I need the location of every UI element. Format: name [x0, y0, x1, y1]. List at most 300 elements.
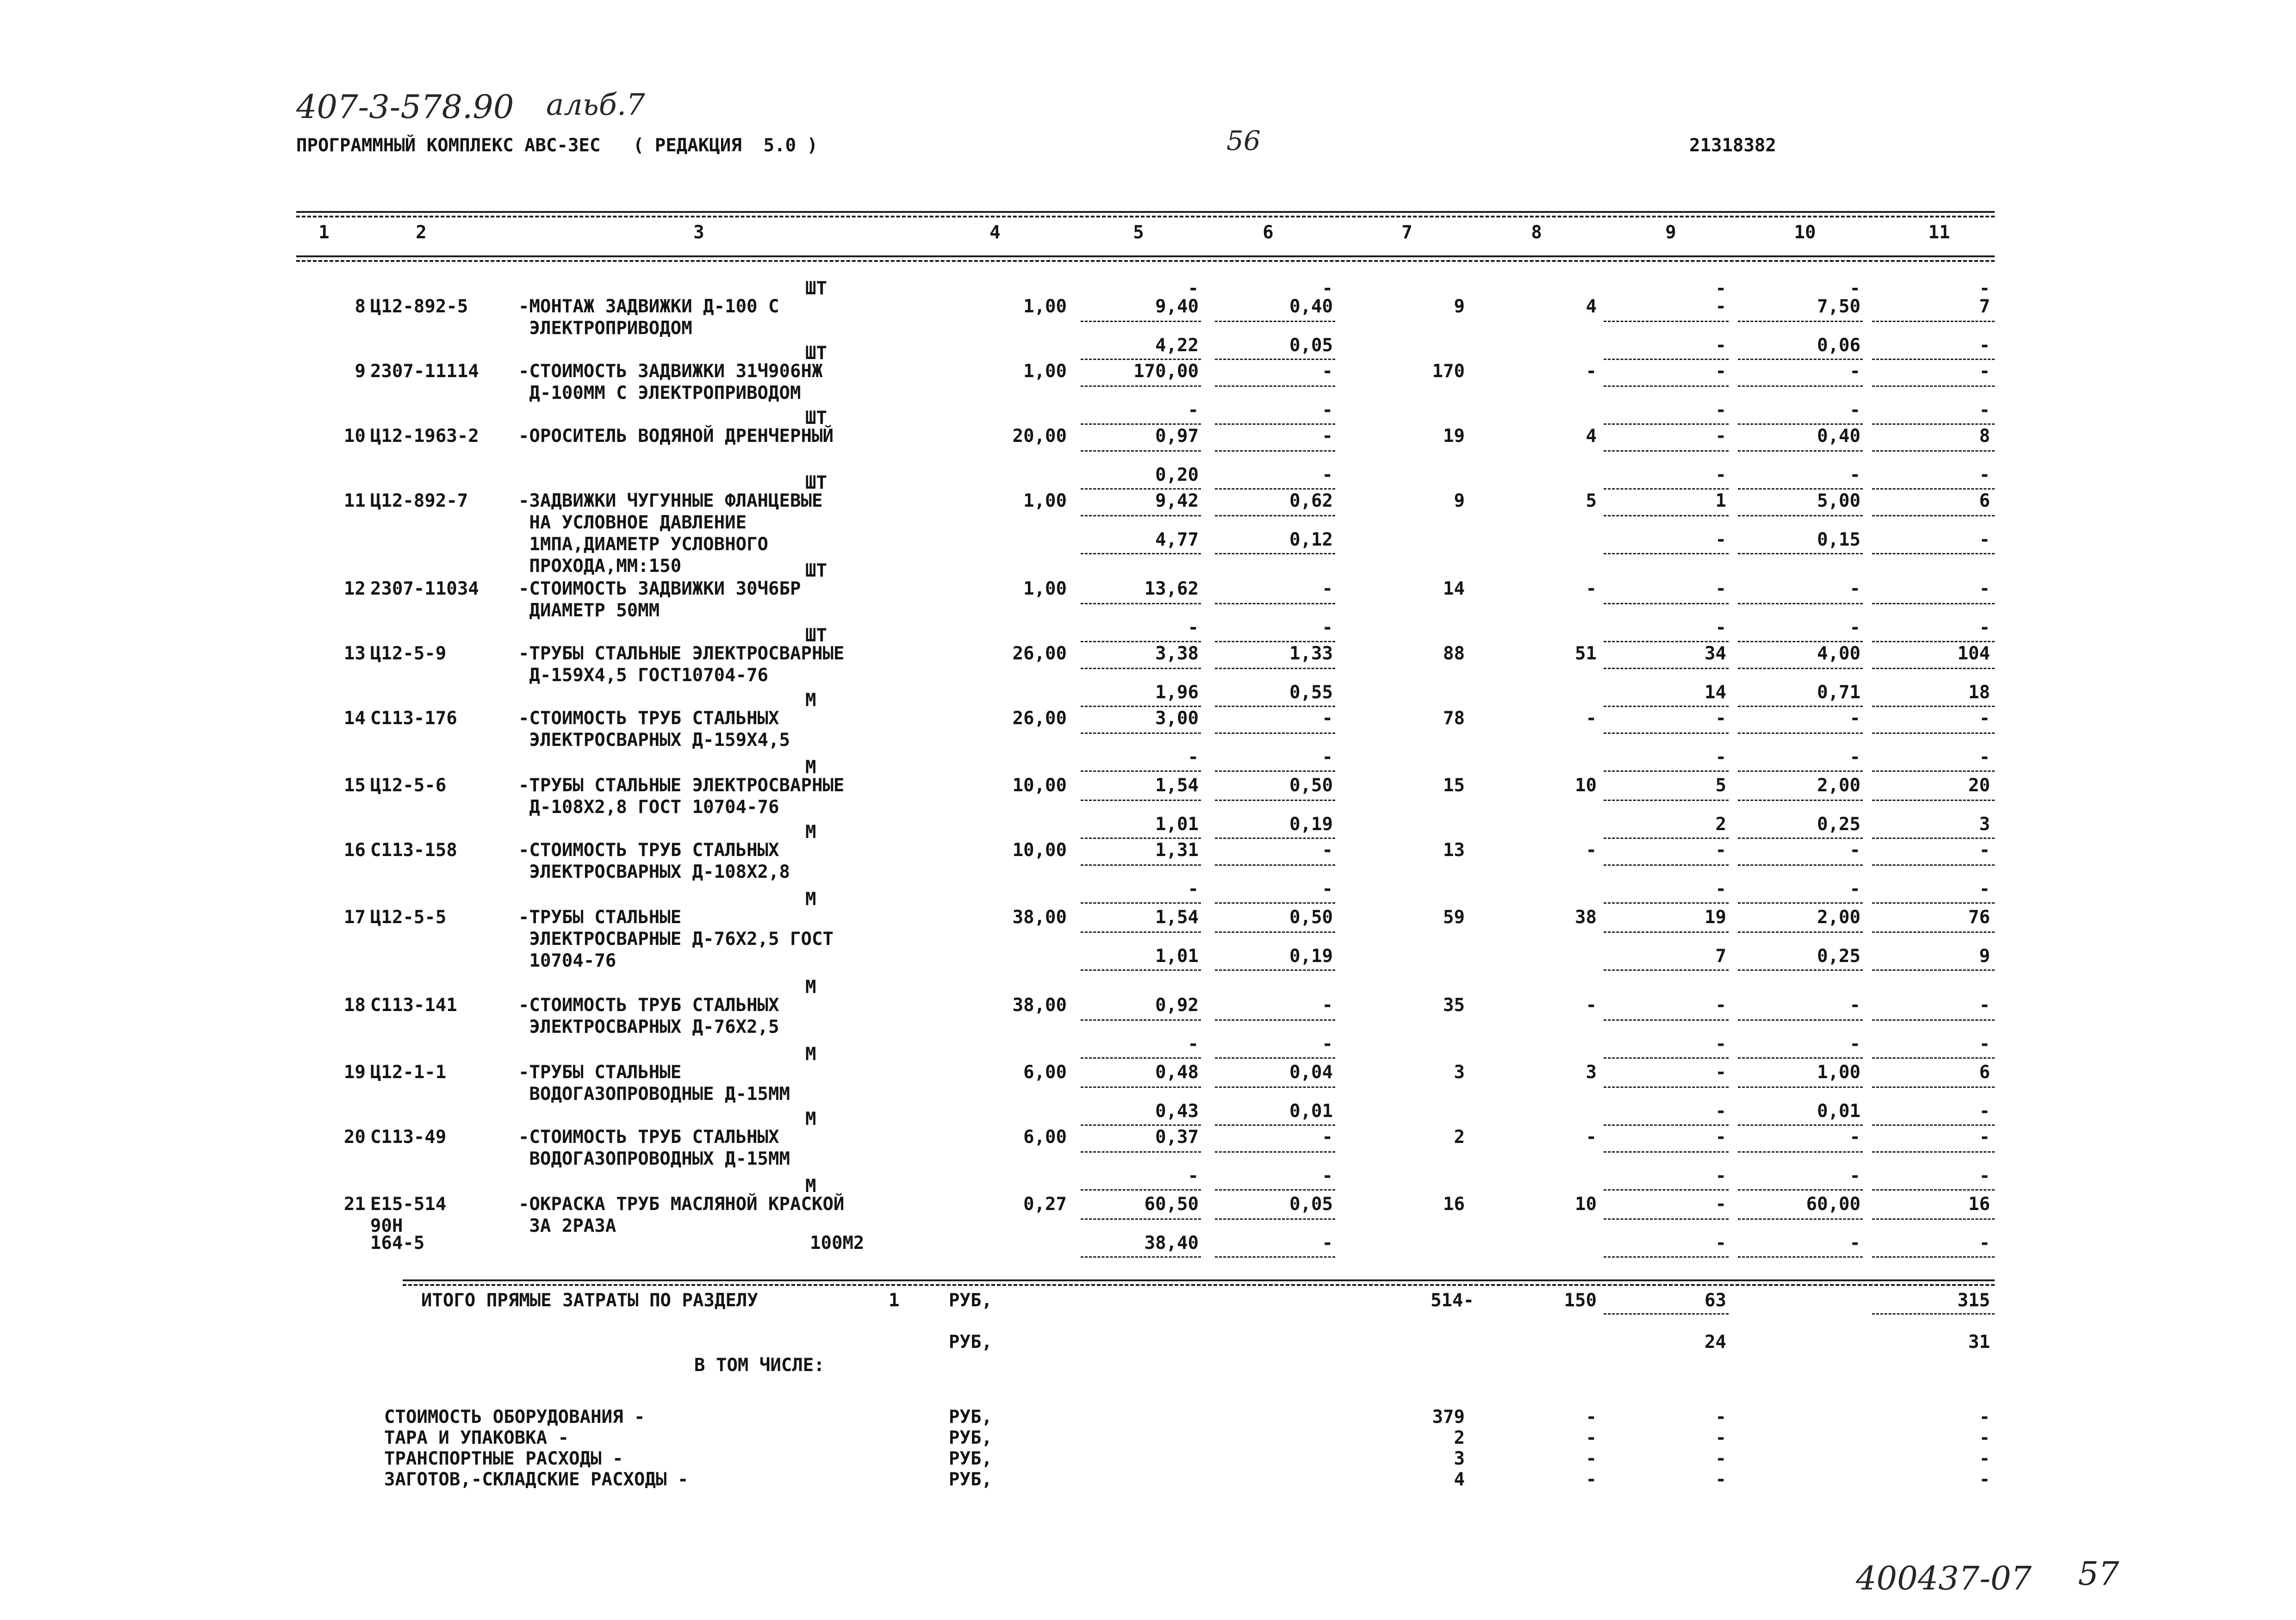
- row-c10: 7,50: [1817, 296, 1860, 317]
- breakdown-col8: -: [1586, 1428, 1597, 1448]
- row-c11: 76: [1968, 907, 1990, 928]
- row-c10: 2,00: [1817, 907, 1860, 928]
- cell-rule: [1872, 800, 1995, 801]
- cell-rule: [1738, 603, 1863, 604]
- cell-rule: [1215, 931, 1335, 933]
- row-c5: 0,92: [1155, 995, 1199, 1016]
- row-c6-sub: -: [1322, 879, 1333, 900]
- cell-rule: [1215, 800, 1335, 801]
- totals-unit: РУБ,: [949, 1290, 992, 1311]
- column-header-2: 2: [416, 222, 427, 243]
- cell-rule: [1081, 770, 1201, 772]
- row-col8: 4: [1586, 296, 1597, 317]
- cell-rule: [1872, 706, 1995, 707]
- row-c11-sub: -: [1979, 465, 1990, 485]
- row-c6: -: [1322, 361, 1333, 382]
- unit-label: ШТ: [805, 625, 827, 646]
- row-name-line: -ОКРАСКА ТРУБ МАСЛЯНОЙ КРАСКОЙ: [518, 1194, 845, 1215]
- row-c5: 0,48: [1155, 1062, 1199, 1083]
- row-c6: -: [1322, 708, 1333, 729]
- cell-rule: [1081, 931, 1201, 933]
- row-unit: 100М2: [810, 1233, 865, 1254]
- row-c5: 13,62: [1144, 578, 1199, 599]
- cell-rule: [1604, 603, 1729, 604]
- row-name-line: -ТРУБЫ СТАЛЬНЫЕ ЭЛЕКТРОСВАРНЫЕ: [518, 643, 845, 664]
- row-c9-sub: -: [1715, 617, 1726, 638]
- cell-rule: [1872, 385, 1995, 387]
- row-number: 19: [344, 1062, 366, 1083]
- cell-rule: [1738, 1256, 1863, 1258]
- row-code: Ц12-892-7: [370, 490, 468, 511]
- row-name-line: -СТОИМОСТЬ ЗАДВИЖКИ 30Ч6БР: [518, 578, 801, 599]
- unit-label: ШТ: [805, 278, 827, 299]
- cell-rule: [1738, 770, 1863, 772]
- row-name-line: ПРОХОДА,ММ:150: [518, 556, 682, 577]
- row-c11: 104: [1957, 643, 1990, 664]
- cell-rule: [1738, 732, 1863, 734]
- breakdown-col9: -: [1715, 1448, 1726, 1469]
- row-c5: 60,50: [1144, 1194, 1199, 1215]
- row-c9: -: [1715, 840, 1726, 861]
- cell-rule: [1872, 488, 1995, 490]
- row-name-line: -СТОИМОСТЬ ТРУБ СТАЛЬНЫХ: [518, 1127, 779, 1148]
- cell-rule: [1738, 1151, 1863, 1153]
- row-col7: 9: [1454, 490, 1465, 511]
- cell-rule: [1604, 553, 1729, 554]
- row-code: С113-176: [370, 708, 457, 729]
- row-c6-sub: 0,19: [1289, 946, 1333, 967]
- row-c9: -: [1715, 578, 1726, 599]
- row-c11-sub: -: [1979, 617, 1990, 638]
- row-col8: -: [1586, 1127, 1597, 1148]
- row-c9: -: [1715, 1062, 1726, 1083]
- row-c5: 1,31: [1155, 840, 1199, 861]
- cell-rule: [1738, 800, 1863, 801]
- row-quantity: 6,00: [1023, 1062, 1067, 1083]
- row-c6-sub: 0,19: [1289, 814, 1333, 835]
- cell-rule: [1081, 1151, 1201, 1153]
- cell-rule: [1604, 706, 1729, 707]
- header-rule-top: [296, 211, 1995, 213]
- row-col7: 35: [1443, 995, 1465, 1016]
- cell-rule: [1604, 641, 1729, 642]
- header-rule-bottom-2: [296, 260, 1995, 262]
- row-col8: -: [1586, 578, 1597, 599]
- row-col8: -: [1586, 995, 1597, 1016]
- unit-label: М: [805, 690, 816, 711]
- cell-rule: [1081, 1218, 1201, 1220]
- column-header-8: 8: [1531, 222, 1542, 243]
- row-c11: -: [1979, 840, 1990, 861]
- row-c11: -: [1979, 578, 1990, 599]
- totals-label: ИТОГО ПРЯМЫЕ ЗАТРАТЫ ПО РАЗДЕЛУ: [421, 1290, 758, 1311]
- row-code: Ц12-5-6: [370, 775, 447, 796]
- row-c10: 5,00: [1817, 490, 1860, 511]
- cell-rule: [1604, 423, 1729, 425]
- row-number: 8: [355, 296, 366, 317]
- row-quantity: 1,00: [1023, 361, 1067, 382]
- row-c10: -: [1849, 840, 1860, 861]
- row-name-line: -СТОИМОСТЬ ТРУБ СТАЛЬНЫХ: [518, 708, 779, 729]
- row-col9: -: [1715, 278, 1726, 299]
- row-col8: 10: [1575, 1194, 1597, 1215]
- cell-rule: [1604, 1218, 1729, 1220]
- row-c5: 1,54: [1155, 775, 1199, 796]
- cell-rule: [1604, 450, 1729, 452]
- cell-rule: [1738, 321, 1863, 322]
- cell-rule: [1604, 1057, 1729, 1059]
- cell-rule: [1215, 1019, 1335, 1021]
- row-code-line2: 90Н: [370, 1216, 403, 1236]
- row-code: Ц12-5-5: [370, 907, 447, 928]
- row-col10: -: [1849, 278, 1860, 299]
- row-c6: 0,62: [1289, 490, 1333, 511]
- totals-col9: 63: [1705, 1290, 1726, 1311]
- row-name-line: -ТРУБЫ СТАЛЬНЫЕ: [518, 907, 682, 928]
- row-name-line: -ЗАДВИЖКИ ЧУГУННЫЕ ФЛАНЦЕВЫЕ: [518, 490, 823, 511]
- cell-rule: [1604, 488, 1729, 490]
- header-rule-top-2: [296, 216, 1995, 217]
- row-col7: 16: [1443, 1194, 1465, 1215]
- cell-rule: [1081, 1086, 1201, 1088]
- row-number: 9: [355, 361, 366, 382]
- cell-rule: [1738, 1019, 1863, 1021]
- row-code: 2307-11114: [370, 361, 479, 382]
- row-c10-sub: -: [1849, 465, 1860, 485]
- cell-rule: [1738, 668, 1863, 669]
- row-col8: 10: [1575, 775, 1597, 796]
- row-c11: -: [1979, 708, 1990, 729]
- row-code: Ц12-1-1: [370, 1062, 447, 1083]
- cell-rule: [1604, 1086, 1729, 1088]
- row-c10-sub: 0,71: [1817, 682, 1860, 703]
- row-c10-sub: -: [1849, 617, 1860, 638]
- cell-rule: [1081, 515, 1201, 516]
- unit-label: М: [805, 1109, 816, 1130]
- unit-label: ШТ: [805, 560, 827, 581]
- totals-rule: [403, 1279, 1995, 1281]
- row-col7: 88: [1443, 643, 1465, 664]
- row-col7: 15: [1443, 775, 1465, 796]
- row-c9: -: [1715, 426, 1726, 447]
- row-c11: -: [1979, 995, 1990, 1016]
- row-c6: -: [1322, 995, 1333, 1016]
- row-c9-sub: -: [1715, 335, 1726, 356]
- unit-label: ШТ: [805, 408, 827, 428]
- row-c6: 1,33: [1289, 643, 1333, 664]
- breakdown-col11: -: [1979, 1428, 1990, 1448]
- cell-rule: [1215, 423, 1335, 425]
- row-c6-sub: 0,55: [1289, 682, 1333, 703]
- row-c11-sub: -: [1979, 335, 1990, 356]
- row-code: Ц12-1963-2: [370, 426, 479, 447]
- row-col8: 5: [1586, 490, 1597, 511]
- row-col8: 38: [1575, 907, 1597, 928]
- row-c9-sub: 14: [1705, 682, 1726, 703]
- row-c10: -: [1849, 1127, 1860, 1148]
- row-c10: -: [1849, 995, 1860, 1016]
- column-header-5: 5: [1133, 222, 1144, 243]
- row-c5-sub: 1,01: [1155, 946, 1199, 967]
- row-c5: 9,42: [1155, 490, 1199, 511]
- row-name-line: ЭЛЕКТРОСВАРНЫХ Д-108Х2,8: [518, 862, 790, 882]
- row-c6-sub: 0,12: [1289, 529, 1333, 550]
- cell-rule: [1081, 864, 1201, 866]
- totals-rule-2: [403, 1284, 1995, 1286]
- row-code: С113-158: [370, 840, 457, 861]
- cell-rule: [1872, 902, 1995, 904]
- column-header-4: 4: [989, 222, 1001, 243]
- row-c5-sub: -: [1188, 400, 1199, 421]
- cell-rule: [1604, 864, 1729, 866]
- row-c5: 0,97: [1155, 426, 1199, 447]
- row-c9-sub: -: [1715, 1034, 1726, 1055]
- cell-rule: [1081, 385, 1201, 387]
- row-col7: 170: [1432, 361, 1465, 382]
- row-name-line: Д-159Х4,5 ГОСТ10704-76: [518, 665, 769, 686]
- cell-rule: [1081, 359, 1201, 360]
- row-name-line: 10704-76: [518, 950, 616, 971]
- doc-code: 407-3-578.90: [296, 88, 514, 126]
- cell-rule: [1215, 450, 1335, 452]
- row-quantity: 26,00: [1012, 708, 1067, 729]
- row-c9-sub: -: [1715, 879, 1726, 900]
- row-c9-sub: 7: [1715, 946, 1726, 967]
- cell-rule: [1604, 321, 1729, 322]
- cell-rule: [1738, 1124, 1863, 1126]
- breakdown-col9: -: [1715, 1469, 1726, 1490]
- cell-rule: [1081, 1057, 1201, 1059]
- row-c6-sub: -: [1322, 1034, 1333, 1055]
- cell-rule: [1081, 488, 1201, 490]
- row-name-line: -СТОИМОСТЬ ЗАДВИЖКИ 31Ч906НЖ: [518, 361, 823, 382]
- row-c9: -: [1715, 296, 1726, 317]
- row-col8: 3: [1586, 1062, 1597, 1083]
- cell-rule: [1738, 931, 1863, 933]
- row-c10-sub: 0,15: [1817, 529, 1860, 550]
- cell-rule: [1738, 706, 1863, 707]
- row-c10-sub: -: [1849, 747, 1860, 768]
- row-c9: 19: [1705, 907, 1726, 928]
- row-c5-sub: 4,77: [1155, 529, 1199, 550]
- row-c10-sub: -: [1849, 1034, 1860, 1055]
- totals-unit2: РУБ,: [949, 1332, 992, 1353]
- row-c11-sub: -: [1979, 1166, 1990, 1186]
- row-c9-sub: 2: [1715, 814, 1726, 835]
- row-c6-sub: 0,05: [1289, 335, 1333, 356]
- row-c11: 20: [1968, 775, 1990, 796]
- row-c10-sub: 0,01: [1817, 1101, 1860, 1122]
- row-c9-sub: -: [1715, 1101, 1726, 1122]
- row-c11-sub: 3: [1979, 814, 1990, 835]
- row-code: С113-141: [370, 995, 457, 1016]
- row-c10-sub: 0,25: [1817, 946, 1860, 967]
- cell-rule: [1738, 1189, 1863, 1191]
- cell-rule: [1738, 838, 1863, 839]
- row-c6: 0,50: [1289, 775, 1333, 796]
- row-col11: -: [1979, 278, 1990, 299]
- row-name-line: ВОДОГАЗОПРОВОДНЫЕ Д-15ММ: [518, 1084, 790, 1105]
- row-name-line: ЭЛЕКТРОСВАРНЫХ Д-76Х2,5: [518, 1017, 779, 1037]
- cell-rule: [1872, 603, 1995, 604]
- column-header-1: 1: [318, 222, 330, 243]
- cell-rule: [1081, 706, 1201, 707]
- row-c9-sub: -: [1715, 747, 1726, 768]
- cell-rule: [1215, 1086, 1335, 1088]
- breakdown-col7: 3: [1454, 1448, 1465, 1469]
- row-number: 11: [344, 490, 366, 511]
- cell-rule: [1604, 800, 1729, 801]
- cell-rule: [1215, 706, 1335, 707]
- row-c6-sub: -: [1322, 617, 1333, 638]
- row-c9-sub: -: [1715, 465, 1726, 485]
- breakdown-col8: -: [1586, 1469, 1597, 1490]
- cell-rule: [1215, 1057, 1335, 1059]
- row-c5-sub: -: [1188, 617, 1199, 638]
- row-c6-sub: -: [1322, 747, 1333, 768]
- totals-cell-rule: [1604, 1313, 1729, 1315]
- unit-label: М: [805, 757, 816, 778]
- breakdown-col11: -: [1979, 1407, 1990, 1428]
- cell-rule: [1604, 1151, 1729, 1153]
- row-quantity: 6,00: [1023, 1127, 1067, 1148]
- cell-rule: [1081, 423, 1201, 425]
- row-col8: 4: [1586, 426, 1597, 447]
- row-quantity: 1,00: [1023, 490, 1067, 511]
- row-c5: 170,00: [1133, 361, 1199, 382]
- row-c6: 0,50: [1289, 907, 1333, 928]
- row-c6: 0,04: [1289, 1062, 1333, 1083]
- cell-rule: [1215, 321, 1335, 322]
- cell-rule: [1604, 732, 1729, 734]
- row-quantity: 0,27: [1023, 1194, 1067, 1215]
- row-number: 12: [344, 578, 366, 599]
- row-c5-sub: -: [1188, 879, 1199, 900]
- document-code: 21318382: [1689, 135, 1776, 156]
- row-c6: -: [1322, 1127, 1333, 1148]
- program-title: ПРОГРАММНЫЙ КОМПЛЕКС АВС-3ЕС ( РЕДАКЦИЯ 5.0 ): [296, 135, 818, 156]
- cell-rule: [1738, 423, 1863, 425]
- row-c5: 1,54: [1155, 907, 1199, 928]
- cell-rule: [1604, 385, 1729, 387]
- row-c6: 0,05: [1289, 1194, 1333, 1215]
- cell-rule: [1081, 553, 1201, 554]
- row-c9: 34: [1705, 643, 1726, 664]
- row-name-line: -ОРОСИТЕЛЬ ВОДЯНОЙ ДРЕНЧЕРНЫЙ: [518, 426, 834, 447]
- row-col7: 14: [1443, 578, 1465, 599]
- cell-rule: [1081, 838, 1201, 839]
- cell-rule: [1872, 1151, 1995, 1153]
- row-name-line: -ТРУБЫ СТАЛЬНЫЕ ЭЛЕКТРОСВАРНЫЕ: [518, 775, 845, 796]
- row-quantity: 1,00: [1023, 296, 1067, 317]
- sheet-number: 57: [2078, 1555, 2120, 1593]
- row-c5-sub: -: [1188, 747, 1199, 768]
- cell-rule: [1872, 1057, 1995, 1059]
- row-code-line3: 164-5: [370, 1233, 425, 1254]
- cell-rule: [1872, 969, 1995, 971]
- row-c5: 3,00: [1155, 708, 1199, 729]
- cell-rule: [1738, 902, 1863, 904]
- totals-col11-sub: 31: [1968, 1332, 1990, 1353]
- row-c5-sub: 0,20: [1155, 465, 1199, 485]
- row-c5: 9,40: [1155, 296, 1199, 317]
- cell-rule: [1215, 1189, 1335, 1191]
- breakdown-col7: 2: [1454, 1428, 1465, 1448]
- cell-rule: [1872, 838, 1995, 839]
- cell-rule: [1872, 1256, 1995, 1258]
- row-c6: -: [1322, 426, 1333, 447]
- cell-rule: [1215, 641, 1335, 642]
- cell-rule: [1872, 641, 1995, 642]
- row-number: 17: [344, 907, 366, 928]
- in-that-label: В ТОМ ЧИСЛЕ:: [694, 1355, 825, 1376]
- cell-rule: [1215, 359, 1335, 360]
- row-number: 10: [344, 426, 366, 447]
- cell-rule: [1872, 553, 1995, 554]
- row-quantity: 38,00: [1012, 907, 1067, 928]
- row-c11-sub: -: [1979, 1101, 1990, 1122]
- row-c10: 1,00: [1817, 1062, 1860, 1083]
- cell-rule: [1738, 359, 1863, 360]
- row-c11: -: [1979, 361, 1990, 382]
- row-c11-sub: -: [1979, 529, 1990, 550]
- row-c11-sub: -: [1979, 747, 1990, 768]
- archive-stamp: 400437-07: [1856, 1559, 2032, 1597]
- row-c10-sub: 0,25: [1817, 814, 1860, 835]
- row-number: 20: [344, 1127, 366, 1148]
- row-c10: -: [1849, 361, 1860, 382]
- row-number: 13: [344, 643, 366, 664]
- row-c11-sub: 18: [1968, 682, 1990, 703]
- cell-rule: [1215, 1124, 1335, 1126]
- unit-label: М: [805, 822, 816, 843]
- cell-rule: [1215, 732, 1335, 734]
- row-c10-sub: -: [1849, 879, 1860, 900]
- row-c11-sub: -: [1979, 400, 1990, 421]
- cell-rule: [1872, 515, 1995, 516]
- row-c9-sub: -: [1715, 1166, 1726, 1186]
- row-c9: -: [1715, 361, 1726, 382]
- row-c9-sub: -: [1715, 529, 1726, 550]
- row-quantity: 10,00: [1012, 775, 1067, 796]
- cell-rule: [1081, 641, 1201, 642]
- breakdown-unit: РУБ,: [949, 1407, 992, 1428]
- cell-rule: [1604, 1256, 1729, 1258]
- row-code: Ц12-892-5: [370, 296, 468, 317]
- breakdown-label: ТРАНСПОРТНЫЕ РАСХОДЫ -: [384, 1448, 623, 1469]
- row-quantity: 10,00: [1012, 840, 1067, 861]
- cell-rule: [1738, 969, 1863, 971]
- row-col7: 3: [1454, 1062, 1465, 1083]
- row-c11: 16: [1968, 1194, 1990, 1215]
- row-name-line: ДИАМЕТР 50ММ: [518, 600, 660, 621]
- cell-rule: [1081, 1189, 1201, 1191]
- row-c6-sub: -: [1322, 465, 1333, 485]
- row-c11: 6: [1979, 490, 1990, 511]
- cell-rule: [1604, 770, 1729, 772]
- row-name-line: НА УСЛОВНОЕ ДАВЛЕНИЕ: [518, 512, 747, 533]
- unit-label: ШТ: [805, 343, 827, 364]
- cell-rule: [1215, 838, 1335, 839]
- cell-rule: [1604, 515, 1729, 516]
- cell-rule: [1215, 770, 1335, 772]
- row-name-line: ЭЛЕКТРОСВАРНЫХ Д-159Х4,5: [518, 730, 790, 751]
- cell-rule: [1215, 488, 1335, 490]
- breakdown-col9: -: [1715, 1407, 1726, 1428]
- breakdown-label: ЗАГОТОВ,-СКЛАДСКИЕ РАСХОДЫ -: [384, 1469, 689, 1490]
- cell-rule: [1738, 553, 1863, 554]
- cell-rule: [1215, 515, 1335, 516]
